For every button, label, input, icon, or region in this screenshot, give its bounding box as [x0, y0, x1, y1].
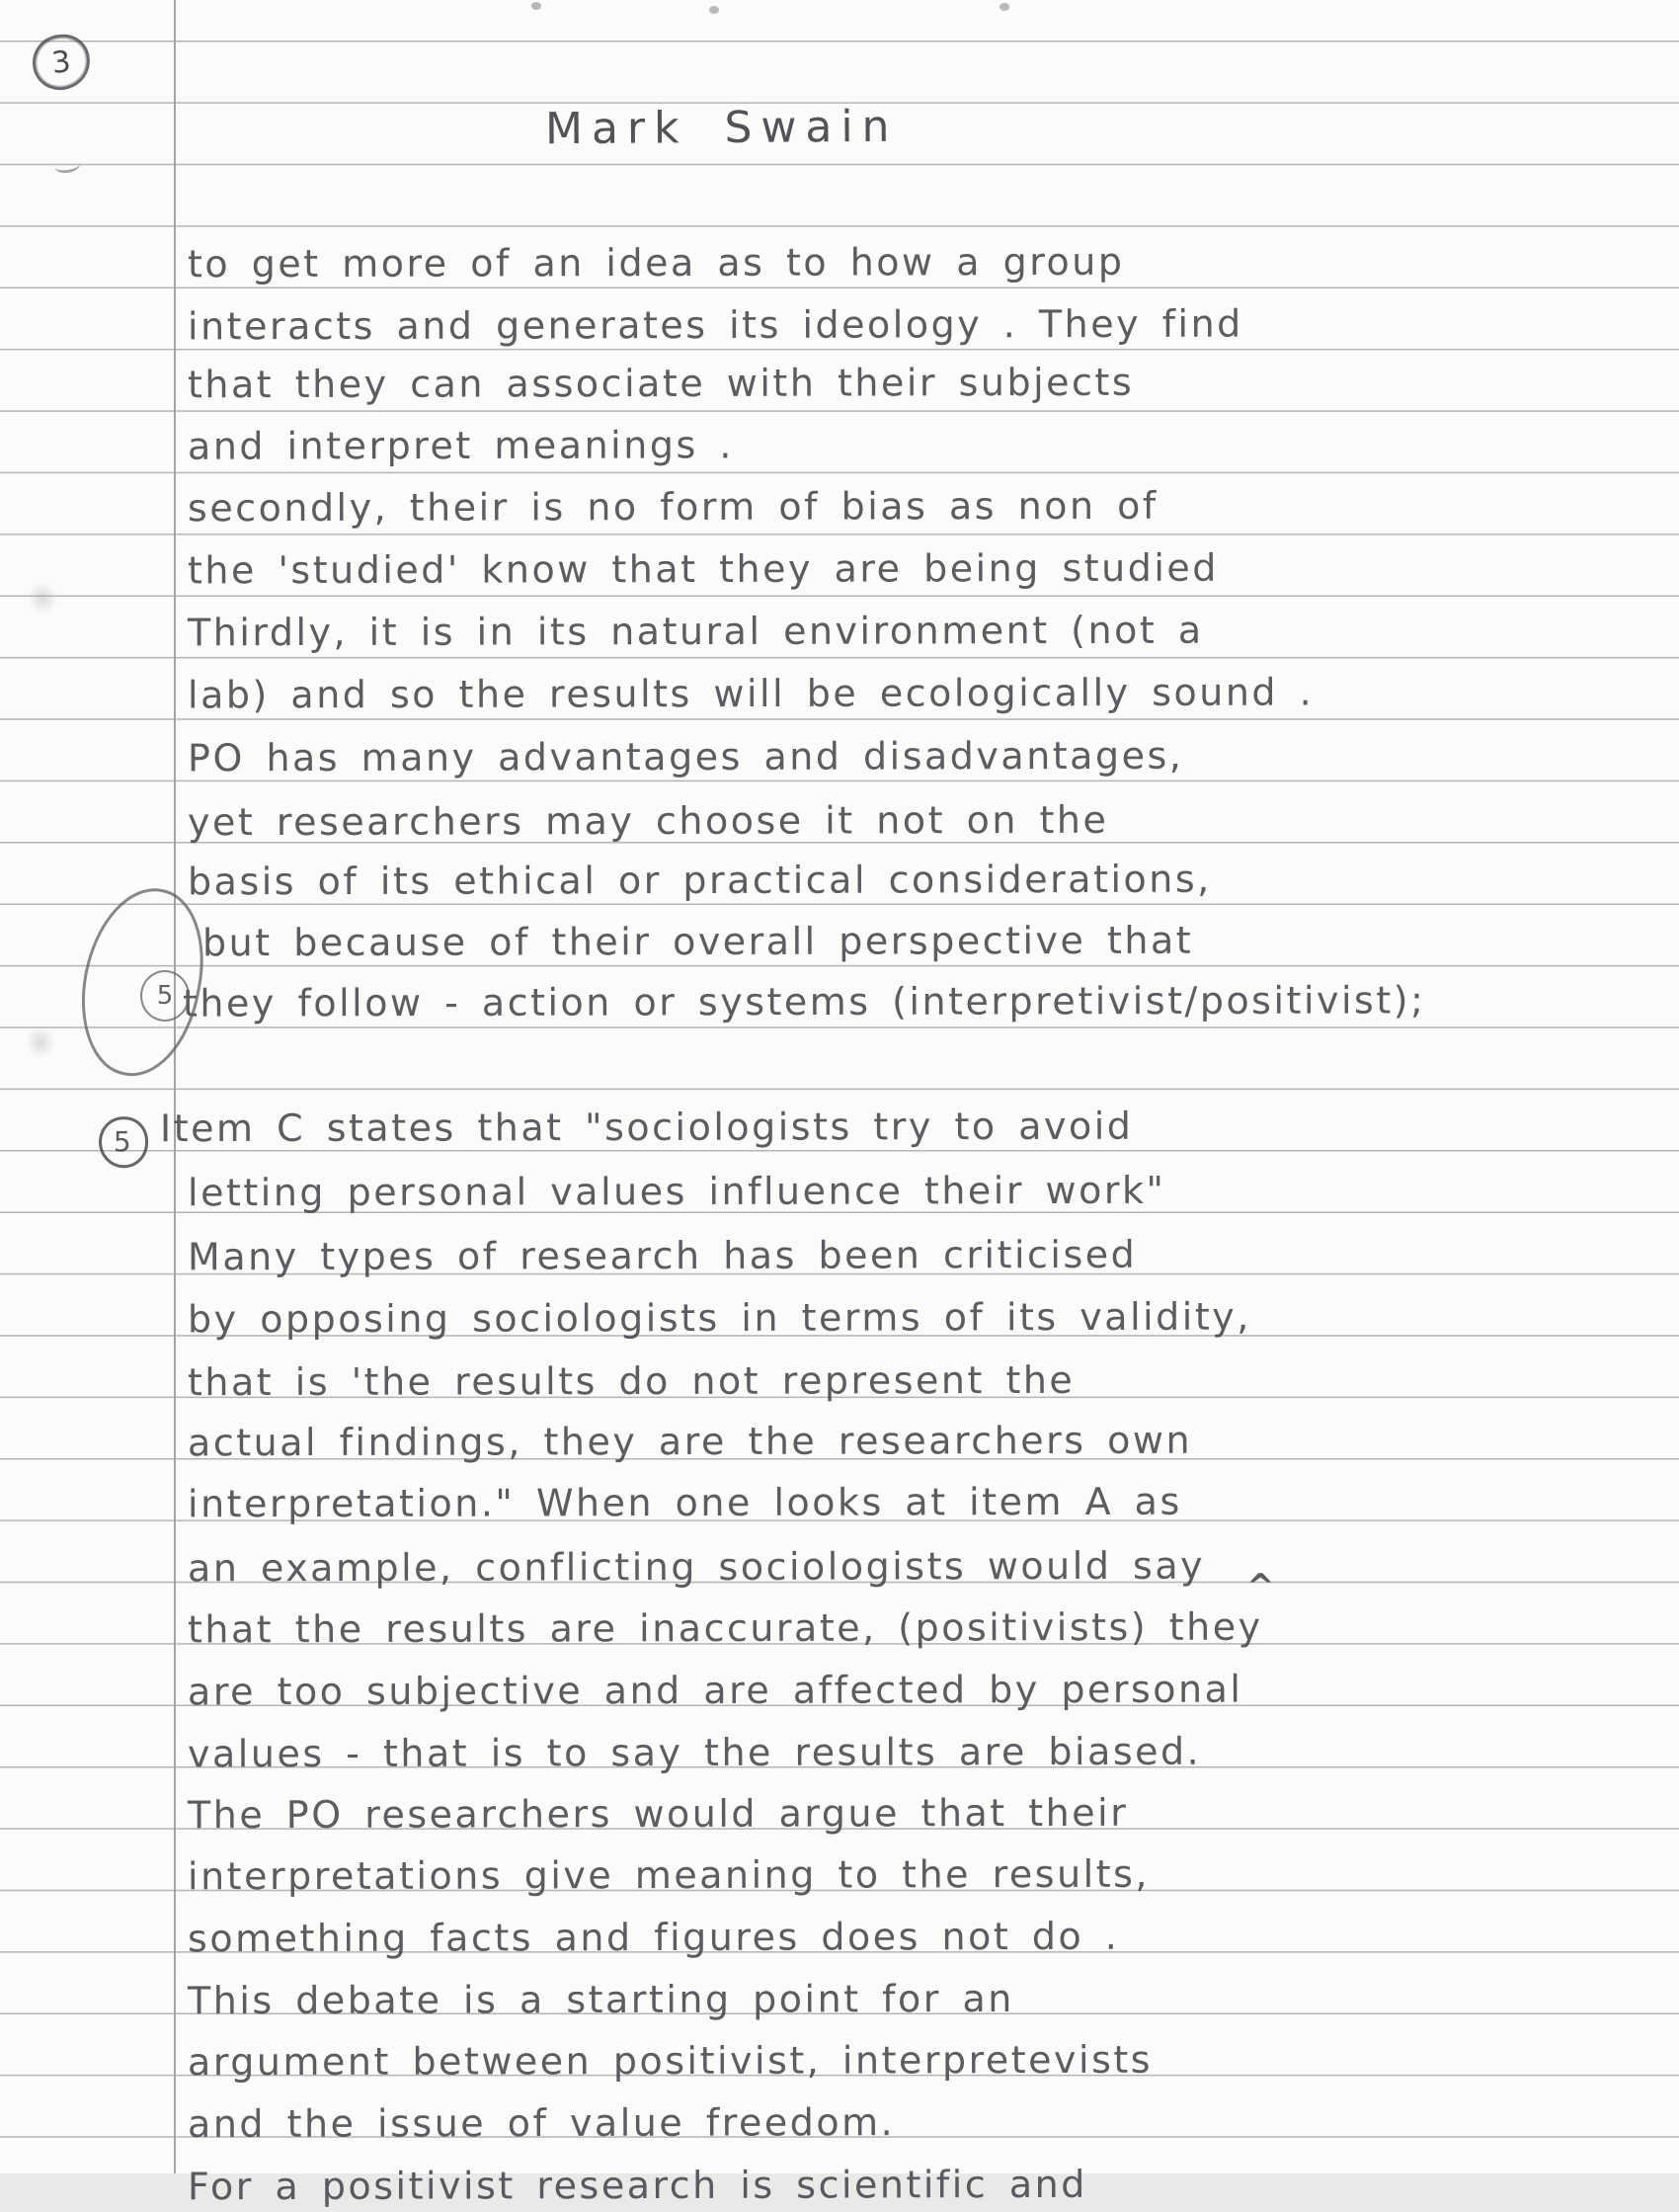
- scan-artifact: [531, 2, 541, 10]
- handwritten-line: This debate is a starting point for an: [187, 1976, 1014, 2023]
- handwritten-line: to get more of an idea as to how a group: [187, 239, 1125, 287]
- handwritten-line: secondly, their is no form of bias as non of: [187, 483, 1159, 531]
- handwritten-line: basis of its ethical or practical considerations,: [187, 857, 1212, 904]
- handwritten-line: The PO researchers would argue that their: [187, 1790, 1129, 1838]
- handwritten-line: that the results are inaccurate, (positivists) they: [187, 1604, 1263, 1652]
- stray-pen-mark: [53, 156, 81, 174]
- handwritten-line: the 'studied' know that they are being studied: [187, 545, 1219, 593]
- handwritten-line: something facts and figures does not do .: [187, 1914, 1120, 1961]
- handwritten-line: and the issue of value freedom.: [187, 2100, 896, 2146]
- handwritten-line: interacts and generates its ideology . They find: [187, 301, 1243, 349]
- handwritten-line: letting personal values influence their work": [187, 1168, 1166, 1215]
- handwritten-line: actual findings, they are the researchers own: [187, 1418, 1193, 1465]
- handwritten-line-partial: For a positivist research is scientific and: [187, 2162, 1087, 2209]
- handwritten-line: interpretations give meaning to the results,: [187, 1851, 1151, 1899]
- handwritten-line: lab) and so the results will be ecologically sound .: [187, 670, 1315, 717]
- handwritten-line: [99, 1101, 1134, 1169]
- handwritten-line: that is 'the results do not represent the: [187, 1357, 1076, 1405]
- page-number-badge: [30, 32, 93, 93]
- handwritten-line: argument between positivist, interpretevists: [187, 2037, 1154, 2085]
- handwritten-line: yet researchers may choose it not on the: [187, 797, 1109, 845]
- handwritten-line: and interpret meanings .: [187, 423, 734, 468]
- handwritten-line: interpretation." When one looks at item A as: [187, 1479, 1182, 1526]
- hole-punch-shadow: [26, 1025, 55, 1059]
- handwritten-line: by opposing sociologists in terms of its validity,: [187, 1294, 1251, 1342]
- handwritten-line: that they can associate with their subjects: [187, 360, 1135, 407]
- handwritten-line: Thirdly, it is in its natural environment (not a: [187, 608, 1204, 655]
- scan-artifact: [709, 6, 719, 14]
- handwritten-line: Many types of research has been criticised: [187, 1232, 1138, 1279]
- handwritten-line: but because of their overall perspective that: [201, 918, 1194, 965]
- handwritten-line: they follow - action or systems (interpretivist/positivist);: [182, 978, 1426, 1025]
- hole-punch-shadow: [28, 581, 57, 614]
- handwritten-line: are too subjective and are affected by personal: [187, 1667, 1243, 1714]
- scan-artifact: [999, 3, 1009, 11]
- insertion-caret: ^: [1246, 1567, 1261, 1606]
- margin-oval-annotation: [67, 878, 217, 1087]
- author-signature: Mark Swain: [544, 101, 899, 155]
- handwritten-line: an example, conflicting sociologists would say: [187, 1543, 1206, 1591]
- page-number: 3: [49, 43, 73, 81]
- handwritten-text: Item C states that "sociologists try to avoid: [159, 1104, 1134, 1151]
- handwritten-line: values - that is to say the results are biased.: [187, 1729, 1202, 1776]
- margin-oval-number: 5: [140, 970, 190, 1022]
- handwritten-line: PO has many advantages and disadvantages,: [187, 733, 1184, 780]
- question-number-badge: 5: [99, 1116, 148, 1168]
- margin-rule-line: [174, 0, 176, 2173]
